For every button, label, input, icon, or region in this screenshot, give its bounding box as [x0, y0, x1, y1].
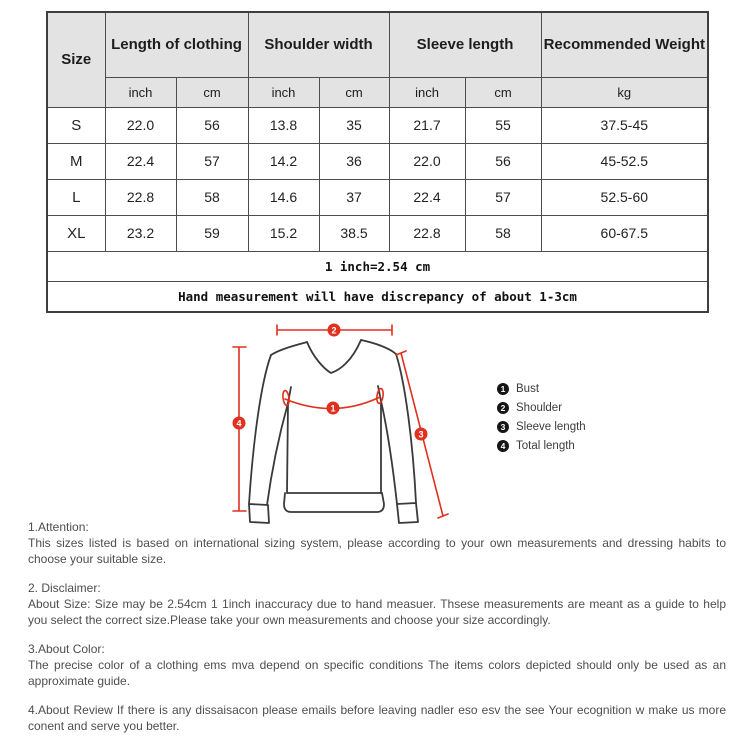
- table-note-discrepancy: [47, 281, 708, 312]
- measure-cell: 22.0: [389, 143, 465, 179]
- size-table: [46, 11, 709, 313]
- section-body: The precise color of a clothing ems mva depend on specific conditions The items colors depicted should only be used as an approximate guide.: [28, 658, 726, 688]
- legend-item-bust: [497, 379, 586, 398]
- measure-cell: 23.2: [105, 215, 176, 251]
- measure-cell: 14.2: [248, 143, 319, 179]
- measure-cell: 56: [176, 107, 248, 143]
- measure-cell: 52.5-60: [541, 179, 708, 215]
- col-header-length: Length of clothing: [105, 12, 248, 77]
- marker-total-length: 4: [236, 418, 242, 429]
- section-attention: [28, 519, 726, 567]
- measure-cell: 58: [176, 179, 248, 215]
- note-text: Hand measurement will have discrepancy of about 1-3cm: [47, 281, 708, 312]
- size-cell: S: [47, 107, 105, 143]
- measure-cell: 15.2: [248, 215, 319, 251]
- marker-shoulder: 2: [331, 325, 337, 336]
- unit-cell: cm: [176, 77, 248, 107]
- legend-label: Sleeve length: [516, 420, 586, 433]
- table-note-inch: [47, 251, 708, 281]
- section-disclaimer: [28, 580, 726, 628]
- measure-cell: 22.0: [105, 107, 176, 143]
- table-units-row: [47, 77, 708, 107]
- table-header-row: [47, 12, 708, 77]
- section-heading: 3.About Color:: [28, 642, 105, 656]
- bust-number-icon: 1: [497, 383, 509, 395]
- legend-label: Total length: [516, 439, 575, 452]
- section-heading: 1.Attention:: [28, 520, 89, 534]
- section-about-review: [28, 702, 726, 734]
- measure-cell: 14.6: [248, 179, 319, 215]
- measure-cell: 57: [465, 179, 541, 215]
- measure-cell: 21.7: [389, 107, 465, 143]
- measure-cell: 22.4: [389, 179, 465, 215]
- legend-label: Shoulder: [516, 401, 563, 414]
- section-body: This sizes listed is based on international sizing system, please according to your own measurements and dressing habits to choose your suitable size.: [28, 536, 726, 566]
- measure-cell: 60-67.5: [541, 215, 708, 251]
- marker-sleeve: 3: [418, 429, 424, 440]
- unit-cell: kg: [541, 77, 708, 107]
- size-cell: L: [47, 179, 105, 215]
- section-heading: 2. Disclaimer:: [28, 581, 101, 595]
- section-about-color: [28, 641, 726, 689]
- measure-cell: 22.8: [389, 215, 465, 251]
- measure-cell: 36: [319, 143, 389, 179]
- legend-label: Bust: [516, 382, 540, 395]
- note-text: 1 inch=2.54 cm: [47, 251, 708, 281]
- sleeve-number-icon: 3: [497, 421, 509, 433]
- legend-item-shoulder: [497, 398, 586, 417]
- measurement-legend: [497, 379, 586, 455]
- table-row-l: [47, 179, 708, 215]
- unit-cell: cm: [465, 77, 541, 107]
- size-cell: XL: [47, 215, 105, 251]
- measure-cell: 56: [465, 143, 541, 179]
- measure-cell: 35: [319, 107, 389, 143]
- sweater-outline: [249, 340, 418, 523]
- table-row-s: [47, 107, 708, 143]
- measure-cell: 58: [465, 215, 541, 251]
- col-header-sleeve: Sleeve length: [389, 12, 541, 77]
- measure-cell: 38.5: [319, 215, 389, 251]
- unit-cell: inch: [248, 77, 319, 107]
- measure-cell: 13.8: [248, 107, 319, 143]
- measure-cell: 55: [465, 107, 541, 143]
- section-body: 4.About Review If there is any dissaisacon please emails before leaving nadler eso esv the see Your ecognition w make us more conent and serve you better.: [28, 703, 726, 733]
- unit-cell: cm: [319, 77, 389, 107]
- sweater-measurement-diagram: [220, 315, 480, 530]
- measure-cell: 37.5-45: [541, 107, 708, 143]
- measure-cell: 22.8: [105, 179, 176, 215]
- marker-badges: [233, 324, 428, 441]
- measure-cell: 57: [176, 143, 248, 179]
- legend-item-total-length: [497, 436, 586, 455]
- legend-item-sleeve: [497, 417, 586, 436]
- unit-cell: inch: [105, 77, 176, 107]
- marker-bust: 1: [330, 403, 336, 414]
- unit-cell: inch: [389, 77, 465, 107]
- measure-cell: 59: [176, 215, 248, 251]
- measure-cell: 37: [319, 179, 389, 215]
- table-row-m: [47, 143, 708, 179]
- col-header-weight: Recommended Weight: [541, 12, 708, 77]
- measure-cell: 45-52.5: [541, 143, 708, 179]
- section-body: About Size: Size may be 2.54cm 1 1inch inaccuracy due to hand measuer. Thsese measurements are meant as a guide to help you select the correct size.Please take your own measurements and choose your size accordingly.: [28, 597, 726, 627]
- size-cell: M: [47, 143, 105, 179]
- measure-cell: 22.4: [105, 143, 176, 179]
- table-row-xl: [47, 215, 708, 251]
- info-sections: [28, 519, 726, 747]
- total-length-number-icon: 4: [497, 440, 509, 452]
- col-header-size: Size: [47, 12, 105, 107]
- col-header-shoulder: Shoulder width: [248, 12, 389, 77]
- shoulder-number-icon: 2: [497, 402, 509, 414]
